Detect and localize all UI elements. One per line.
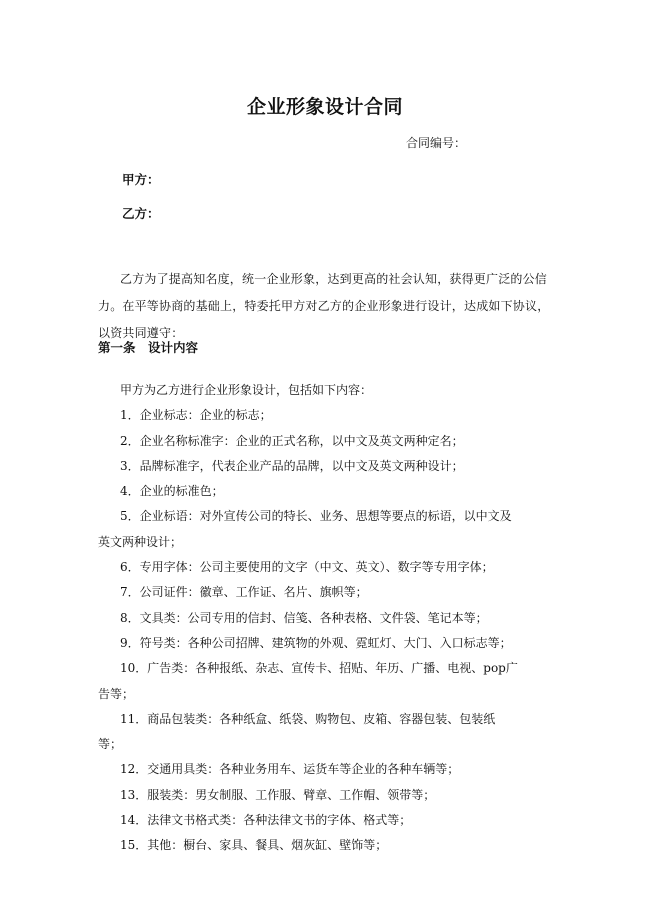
list-item: 10．广告类：各种报纸、杂志、宣传卡、招贴、年历、广播、电视、pop广告等； (98, 661, 518, 701)
intro-paragraph: 乙方为了提高知名度，统一企业形象，达到更高的社会认知，获得更广泛的公信力。在平等协商的基础上，特委托甲方对乙方的企业形象进行设计，达成如下协议，以资共同遵守： (98, 272, 550, 340)
list-item: 6．专用字体：公司主要使用的文字（中文、英文）、数字等专用字体； (120, 560, 494, 575)
list-item: 3．品牌标准字，代表企业产品的品牌，以中文及英文两种设计； (120, 458, 464, 473)
design-content-list (98, 378, 518, 859)
list-item: 13．服装类：男女制服、工作服、臂章、工作帽、领带等； (120, 787, 436, 802)
list-item: 1．企业标志：企业的标志； (120, 408, 272, 423)
list-item: 4．企业的标准色； (120, 484, 224, 499)
party-a-label: 甲方： (122, 172, 160, 187)
party-b-label: 乙方： (122, 206, 160, 221)
document-title: 企业形象设计合同 (246, 96, 403, 118)
list-item: 2．企业名称标准字：企业的正式名称，以中文及英文两种定名； (120, 433, 464, 448)
list-item: 11．商品包装类：各种纸盒、纸袋、购物包、皮箱、容器包装、包装纸等； (98, 711, 496, 752)
list-item: 7．公司证件：徽章、工作证、名片、旗帜等； (120, 585, 368, 600)
list-item: 12．交通用具类：各种业务用车、运货车等企业的各种车辆等； (120, 762, 460, 777)
section-1-heading: 第一条 设计内容 (98, 340, 199, 355)
list-item: 14．法律文书格式类：各种法律文书的字体、格式等； (120, 813, 412, 828)
section-1-lead: 甲方为乙方进行企业形象设计，包括如下内容： (120, 383, 373, 397)
list-item: 8．文具类：公司专用的信封、信笺、各种表格、文件袋、笔记本等； (120, 610, 488, 625)
contract-number-label: 合同编号： (406, 136, 467, 150)
list-item: 5．企业标语：对外宣传公司的特长、业务、思想等要点的标语，以中文及英文两种设计； (98, 509, 512, 549)
list-item: 15．其他：橱台、家具、餐具、烟灰缸、壁饰等； (120, 838, 388, 853)
list-item: 9．符号类：各种公司招牌、建筑物的外观、霓虹灯、大门、入口标志等； (120, 635, 512, 650)
